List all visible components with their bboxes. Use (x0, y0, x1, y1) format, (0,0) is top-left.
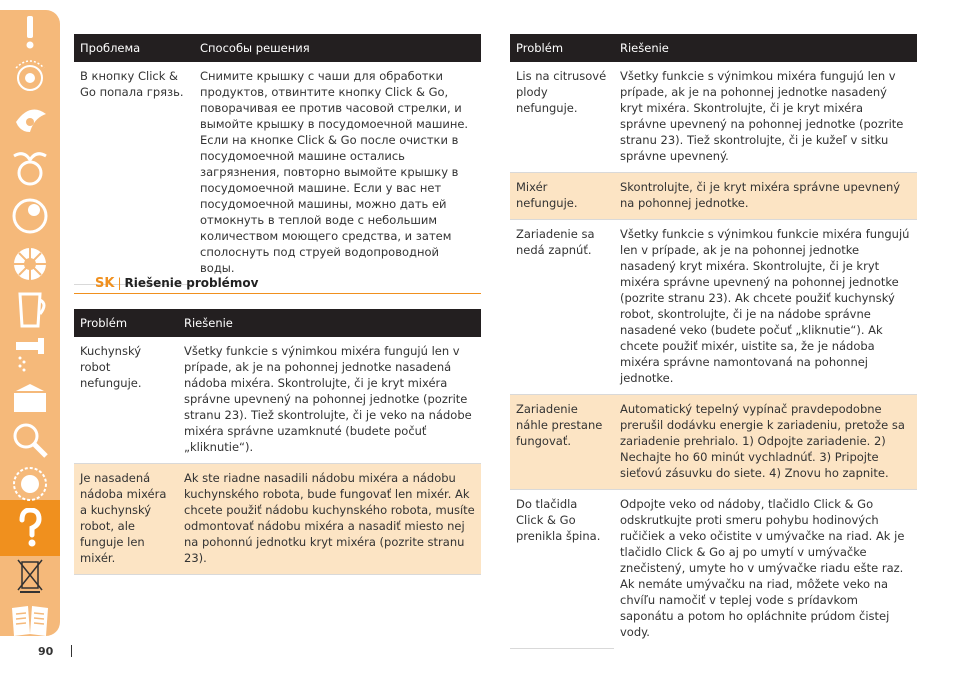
heading-separator: | (117, 276, 122, 290)
solution-cell: Všetky funkcie s výnimkou mixéra fungujú len v prípade, ak je na pohonnej jednotke nasadená nádoba mixéra. Skontrolujte, či je kryt mixéra správne upevnený na pohonnej jednotke (pozrite stranu 23). Tiež skontrolujte, či je veko na nádobe mixéra správne uzamknuté (budete počuť „kliknutie“). (178, 337, 481, 464)
ru-troubleshooting-table (74, 34, 481, 285)
click-go-icon[interactable] (8, 56, 52, 96)
table-row (74, 464, 481, 575)
table-row (510, 490, 917, 649)
table-header-row (74, 309, 481, 337)
solution-cell: Skontrolujte, či je kryt mixéra správne upevnený na pohonnej jednotke. (614, 173, 917, 220)
section-divider (74, 293, 481, 294)
table-header-row (74, 34, 481, 62)
slicing-disc-icon[interactable] (8, 244, 52, 284)
column-header: Riešenie (178, 309, 481, 337)
column-header: Способы решения (194, 34, 481, 62)
faucet-icon[interactable] (8, 334, 52, 374)
column-header: Riešenie (614, 34, 917, 62)
section-title: Riešenie problémov (124, 276, 259, 290)
chapter-sidebar (0, 10, 60, 636)
problem-cell: Zariadenie sa nedá zapnúť. (510, 220, 614, 395)
page-number-divider (71, 645, 72, 657)
problem-cell: В кнопку Click & Go попала грязь. (74, 62, 194, 284)
table-row (510, 62, 917, 173)
table-row (74, 62, 481, 284)
column-header: Проблема (74, 34, 194, 62)
problem-cell: Kuchynský robot nefunguje. (74, 337, 178, 464)
magnifier-icon[interactable] (8, 420, 52, 460)
solution-cell: Ak ste riadne nasadili nádobu mixéra a nádobu kuchynského robota, bude fungovať len mixér. Ak chcete použiť nádobu kuchynského robota, musíte odmontovať nádobu mixéra a nasadiť miesto nej na pohonnú jednotku kryt mixéra (pozrite stranu 23). (178, 464, 481, 575)
manual-book-icon[interactable] (8, 600, 52, 640)
warning-icon[interactable] (8, 12, 52, 52)
solution-cell: Odpojte veko od nádoby, tlačidlo Click & Go odskrutkujte proti smeru pohybu hodinových ručičiek a veko očistite v umývačke na riad. Ak je tlačidlo Click & Go aj po umytí v umývačke znečistený, umyte ho v umývačke riadu ešte raz. Ak nemáte umývačku na riad, môžete veko na chvíľu namočiť v teplej vode s prídavkom saponátu a potom ho opláchnite prúdom čistej vody. (620, 497, 905, 639)
solution-cell: Automatický tepelný vypínač pravdepodobne prerušil dodávku energie k zariadeniu, pretože sa zariadenie prehrialo. 1) Odpojte zariadenie. 2) Nechajte ho 60 minút vychladnúť. 3) Pripojte sieťovú zásuvku do siete. 4) Znovu ho zapnite. (614, 395, 917, 490)
citrus-press-icon[interactable] (8, 148, 52, 188)
solution-cell: Снимите крышку с чаши для обработки продуктов, отвинтите кнопку Click & Go, поворачивая ее против часовой стрелки, и вымойте крышку в посудомоечной машине. Если на кнопке Click & Go после очистки в посудомоечной машине остались загрязнения, повторно вымойте крышку в посудомоечной машине. Если у вас нет посудомоечной машины, можно дать ей отмокнуть в теплой воде с небольшим количеством моющего средства, и затем сполоснуть под струей водопроводной воды. (200, 69, 469, 275)
jug-icon[interactable] (8, 290, 52, 330)
sk-troubleshooting-table-right (510, 34, 917, 649)
problem-cell: Zariadenie náhle prestane fungovať. (510, 395, 614, 490)
storage-box-icon[interactable] (8, 378, 52, 418)
grater-disc-icon[interactable] (8, 196, 52, 236)
language-code: SK (95, 276, 115, 291)
recycle-bin-icon[interactable] (8, 556, 52, 596)
table-header-row (510, 34, 917, 62)
guarantee-icon[interactable] (8, 464, 52, 504)
mixer-blade-icon[interactable] (8, 102, 52, 142)
page-number: 90 (38, 645, 54, 658)
table-row (74, 337, 481, 464)
problem-cell: Lis na citrusové plody nefunguje. (510, 62, 614, 173)
problem-cell: Je nasadená nádoba mixéra a kuchynský robot, ale funguje len mixér. (74, 464, 178, 575)
table-row (510, 395, 917, 490)
table-row (510, 173, 917, 220)
table-row (510, 220, 917, 395)
column-header: Problém (74, 309, 178, 337)
problem-cell: Do tlačidla Click & Go prenikla špina. (510, 490, 614, 649)
question-icon[interactable] (8, 508, 52, 548)
section-heading (95, 276, 258, 291)
solution-cell: Všetky funkcie s výnimkou funkcie mixéra fungujú len v prípade, ak je na pohonnej jednotke nasadený kryt mixéra. Skontrolujte, či je kryt mixéra správne upevnený na pohonnej jednotke (pozrite stranu 23). Ak chcete použiť kuchynský robot, skontrolujte, či je na nádobe správne nasadené veko (budete počuť „kliknutie“). Ak chcete použiť mixér, uistite sa, že je nádoba mixéra správne namontovaná na pohonnej jednotke. (614, 220, 917, 395)
column-header: Problém (510, 34, 614, 62)
problem-cell: Mixér nefunguje. (510, 173, 614, 220)
solution-cell: Všetky funkcie s výnimkou mixéra fungujú len v prípade, ak je na pohonnej jednotke nasadený kryt mixéra. Skontrolujte, či je kryt mixéra správne upevnený na pohonnej jednotke (pozrite stranu 23). Tiež skontrolujte, či je kužeľ v sitku správne upevnený. (614, 62, 917, 173)
sk-troubleshooting-table-left (74, 309, 481, 575)
